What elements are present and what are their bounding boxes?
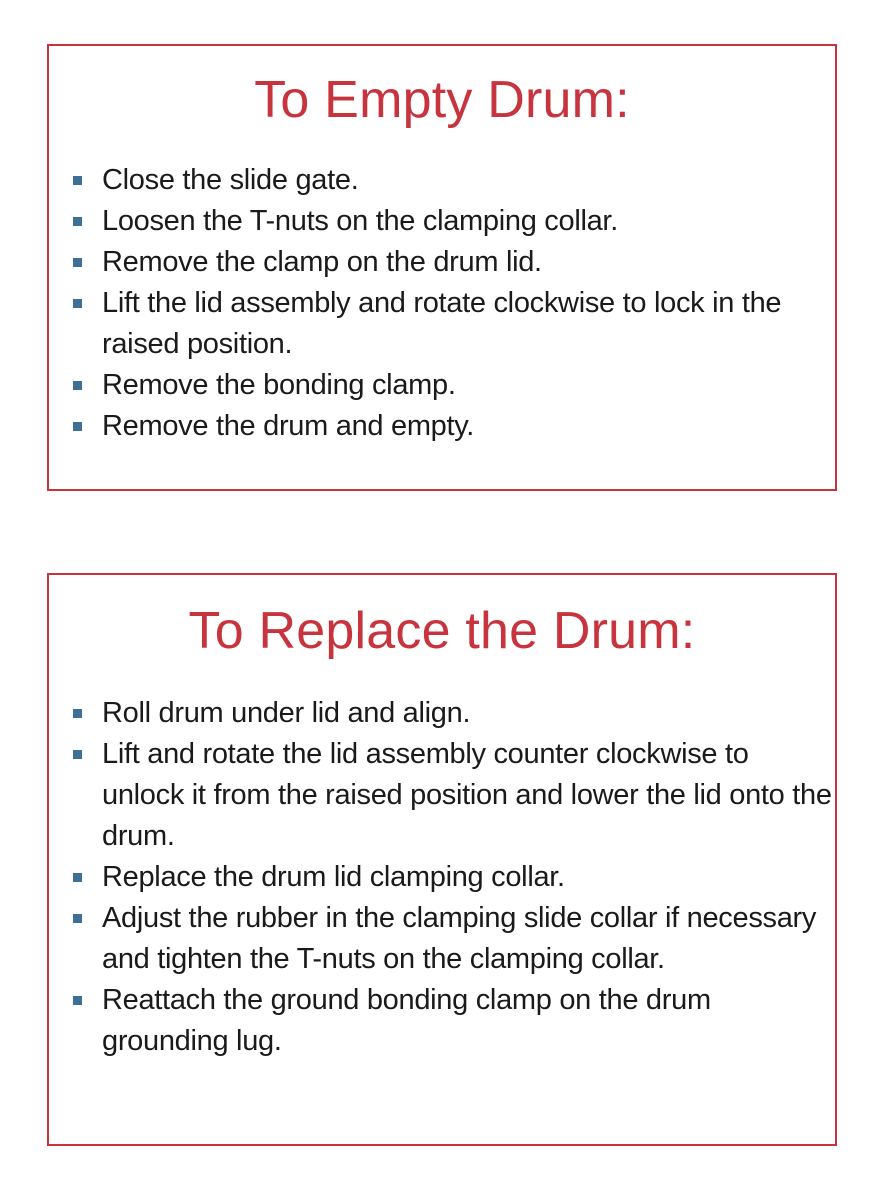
replace-drum-panel	[47, 573, 837, 1146]
replace-step-4	[71, 898, 835, 980]
empty-drum-panel	[47, 44, 837, 491]
square-bullet-icon	[73, 217, 82, 226]
step-text: Remove the bonding clamp.	[102, 369, 456, 401]
step-text: Reattach the ground bonding clamp on the drum grounding lug.	[102, 984, 711, 1057]
replace-step-3	[71, 857, 835, 898]
step-text: Loosen the T-nuts on the clamping collar.	[102, 205, 618, 237]
empty-step-6	[71, 406, 835, 447]
square-bullet-icon	[73, 422, 82, 431]
empty-step-1	[71, 160, 835, 201]
step-text: Roll drum under lid and align.	[102, 697, 471, 729]
empty-step-5	[71, 365, 835, 406]
replace-step-1	[71, 693, 835, 734]
step-text: Remove the drum and empty.	[102, 410, 475, 442]
replace-step-2	[71, 734, 835, 857]
square-bullet-icon	[73, 914, 82, 923]
empty-step-4	[71, 283, 835, 365]
replace-drum-steps	[49, 693, 835, 1062]
replace-drum-title: To Replace the Drum:	[188, 602, 696, 660]
square-bullet-icon	[73, 709, 82, 718]
empty-step-3	[71, 242, 835, 283]
step-text: Remove the clamp on the drum lid.	[102, 246, 542, 278]
step-text: Lift and rotate the lid assembly counter clockwise to unlock it from the raised position and lower the lid onto the drum.	[102, 738, 832, 852]
square-bullet-icon	[73, 299, 82, 308]
step-text: Lift the lid assembly and rotate clockwise to lock in the raised position.	[102, 287, 782, 360]
square-bullet-icon	[73, 258, 82, 267]
square-bullet-icon	[73, 381, 82, 390]
step-text: Adjust the rubber in the clamping slide collar if necessary and tighten the T-nuts on the clamping collar.	[102, 902, 817, 975]
square-bullet-icon	[73, 873, 82, 882]
step-text: Close the slide gate.	[102, 164, 359, 196]
square-bullet-icon	[73, 750, 82, 759]
square-bullet-icon	[73, 996, 82, 1005]
empty-step-2	[71, 201, 835, 242]
empty-drum-steps	[49, 160, 835, 447]
replace-step-5	[71, 980, 835, 1062]
empty-drum-title: To Empty Drum:	[254, 71, 630, 129]
step-text: Replace the drum lid clamping collar.	[102, 861, 565, 893]
square-bullet-icon	[73, 176, 82, 185]
